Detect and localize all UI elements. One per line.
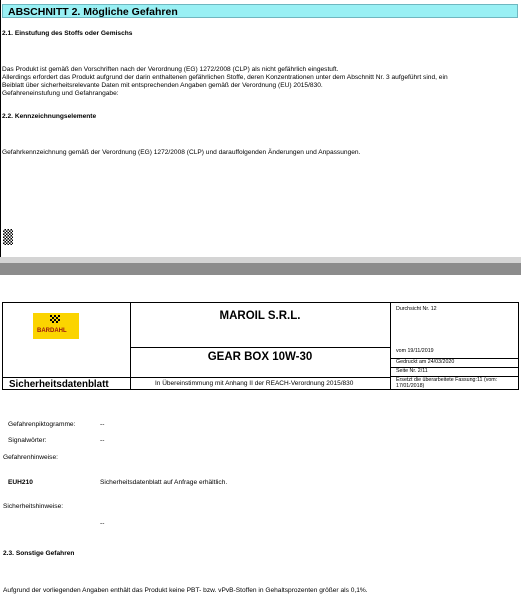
subsection-2-1-heading: 2.1. Einstufung des Stoffs oder Gemischs [2,30,133,37]
euh-text: Sicherheitsdatenblatt auf Anfrage erhältlich. [100,479,228,486]
revision-number: Durchsicht Nr. 12 [396,306,437,312]
document-page-1 [0,0,521,257]
logo-text: BARDAHL [37,328,67,334]
signal-words-label: Signalwörter: [8,437,47,444]
para-2-1-line-4: Gefahreneinstufung und Gefahrangabe: [2,90,119,97]
pictograms-label: Gefahrenpiktogramme: [8,421,76,428]
regulation-note: In Übereinstimmung mit Anhang II der REACH-Verordnung 2015/830 [155,380,354,387]
bardahl-logo [33,313,79,339]
revision-date: vom 19/11/2019 [396,348,434,354]
subsection-2-3-heading: 2.3. Sonstige Gefahren [3,550,75,557]
document-title: Sicherheitsdatenblatt [9,379,109,390]
page-corner-marker [3,229,13,245]
page-left-rule [0,0,1,257]
company-name: MAROIL S.R.L. [219,310,301,322]
para-2-2: Gefahrkennzeichnung gemäß der Verordnung (EG) 1272/2008 (CLP) und darauffolgenden Änderungen und Anpassungen. [2,149,361,156]
subsection-2-2-heading: 2.2. Kennzeichnungselemente [2,113,97,120]
para-2-1-line-3: Beiblatt über sicherheitsrelevante Daten mit entsprechenden Angaben gemäß der Verordnung (EU) 2015/830. [2,82,323,89]
section-title: ABSCHNITT 2. Mögliche Gefahren [8,6,178,18]
product-name: GEAR BOX 10W-30 [207,351,313,363]
print-date: Gedruckt am 24/03/2020 [396,359,455,365]
precautionary-label: Sicherheitshinweise: [3,503,64,510]
para-2-1-line-1: Das Produkt ist gemäß den Vorschriften nach der Verordnung (EG) 1272/2008 (CLP) als nicht gefährlich eingestuft. [2,66,339,73]
page-separator-bar [0,263,521,275]
precautionary-value: -- [100,520,105,527]
replaces-version: Ersetzt die überarbeitete Fassung:11 (vom: 17/01/2018) [396,377,498,389]
checkered-flag-icon [48,315,62,325]
para-2-3: Aufgrund der vorliegenden Angaben enthält das Produkt keine PBT- bzw. vPvB-Stoffen in Gehaltsprozenten größer als 0,1%. [3,587,368,594]
hazard-statements-label: Gefahrenhinweise: [3,454,58,461]
euh-code: EUH210 [8,479,33,486]
para-2-1-line-2: Allerdings erfordert das Produkt aufgrund der darin enthaltenen gefährlichen Stoffe, deren Konzentrationen unter dem Abschnitt Nr. 3 aufgeführt sind, ein [2,74,448,81]
pictograms-value: -- [100,421,105,428]
document-header-table [2,302,519,390]
signal-words-value: -- [100,437,105,444]
document-page-2 [0,275,521,600]
page-number: Seite Nr. 2/11 [396,368,428,374]
section-2-header [2,4,518,18]
